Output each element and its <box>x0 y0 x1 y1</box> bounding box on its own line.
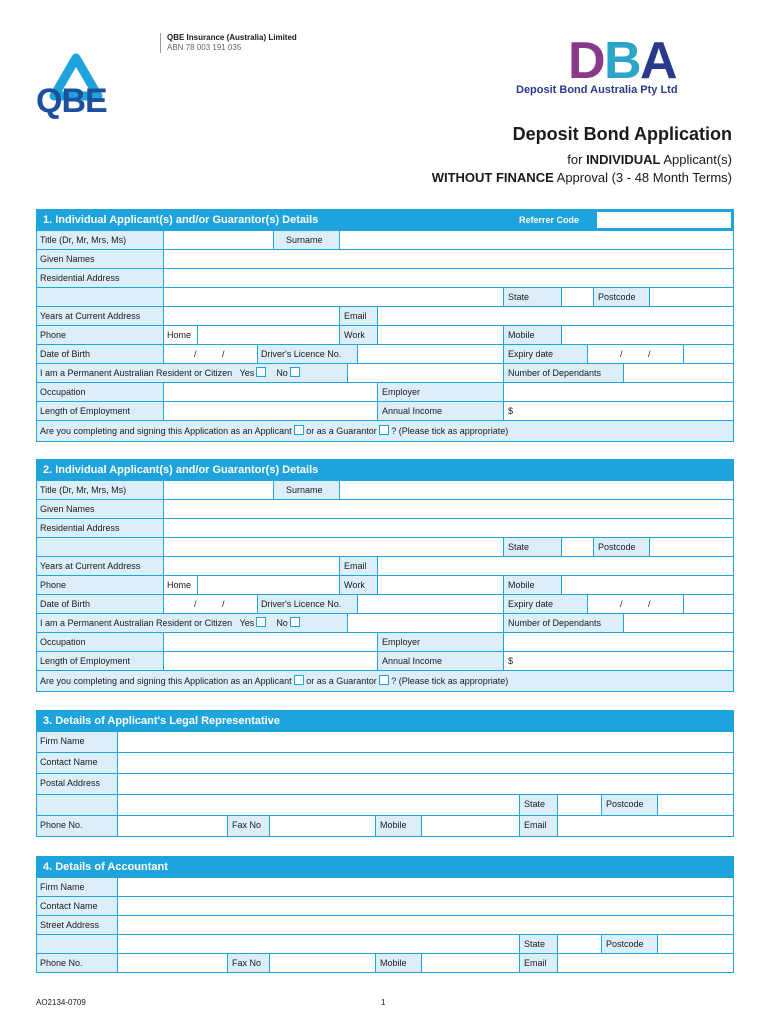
postcode-input[interactable] <box>657 935 733 953</box>
resident-label: I am a Permanent Australian Resident or Citizen <box>40 618 233 628</box>
resident-spacer <box>347 614 503 632</box>
email-label: Email <box>519 954 557 972</box>
years-input[interactable] <box>163 307 339 325</box>
residential-address-label: Residential Address <box>37 269 163 287</box>
expiry-input[interactable] <box>587 595 683 613</box>
employment-label: Length of Employment <box>37 402 163 420</box>
licence-input[interactable] <box>357 595 503 613</box>
work-phone-label: Work <box>339 576 377 594</box>
occupation-row <box>37 632 733 651</box>
fax-label: Fax No <box>227 816 269 836</box>
date-separator: / <box>620 349 623 359</box>
postcode-label: Postcode <box>601 795 657 815</box>
mobile-input[interactable] <box>561 326 733 344</box>
title-row <box>37 230 733 249</box>
contact-name-label: Contact Name <box>37 753 117 773</box>
address-line-input[interactable] <box>163 538 503 556</box>
date-separator: / <box>194 599 197 609</box>
postcode-label: Postcode <box>593 288 649 306</box>
state-label: State <box>519 795 557 815</box>
mobile-label: Mobile <box>375 816 421 836</box>
employment-label: Length of Employment <box>37 652 163 670</box>
title-label: Title (Dr, Mr, Mrs, Ms) <box>37 231 163 249</box>
state-input[interactable] <box>561 288 593 306</box>
firm-name-input[interactable] <box>117 878 733 896</box>
resident-label: I am a Permanent Australian Resident or Citizen <box>40 368 233 378</box>
expiry-label: Expiry date <box>503 345 587 363</box>
given-names-label: Given Names <box>37 250 163 268</box>
state-input[interactable] <box>557 795 601 815</box>
page-number: 1 <box>381 998 386 1007</box>
yes-label: Yes <box>239 368 255 378</box>
contact-name-label: Contact Name <box>37 897 117 915</box>
email-input[interactable] <box>377 307 733 325</box>
state-label: State <box>503 538 561 556</box>
applicant-guarantor-row <box>37 670 733 691</box>
given-names-label: Given Names <box>37 500 163 518</box>
years-input[interactable] <box>163 557 339 575</box>
section-header <box>37 460 733 480</box>
contact-row <box>37 752 733 773</box>
phone-row <box>37 953 733 972</box>
section-header <box>37 210 733 230</box>
question-text: or as a Guarantor <box>306 676 377 686</box>
phone-label: Phone <box>37 326 163 344</box>
street-row <box>37 915 733 934</box>
years-email-row <box>37 556 733 575</box>
surname-label: Surname <box>273 231 339 249</box>
title-input[interactable] <box>163 481 273 499</box>
employment-input[interactable] <box>163 652 377 670</box>
date-separator: / <box>194 349 197 359</box>
title-input[interactable] <box>163 231 273 249</box>
home-phone-label: Home <box>163 576 197 594</box>
given-names-row <box>37 499 733 518</box>
title-row <box>37 480 733 499</box>
address-line-input[interactable] <box>117 935 519 953</box>
page-title: Deposit Bond Application <box>512 124 732 144</box>
income-label: Annual Income <box>377 652 503 670</box>
qbe-company-info <box>160 33 297 53</box>
form-code: AO2134-0709 <box>36 998 86 1007</box>
income-input[interactable]: $ <box>503 402 733 420</box>
fax-label: Fax No <box>227 954 269 972</box>
years-email-row <box>37 306 733 325</box>
dependants-label: Number of Dependants <box>503 614 623 632</box>
subtitle-bold: INDIVIDUAL <box>586 152 661 167</box>
state-label: State <box>519 935 557 953</box>
question-text: Are you completing and signing this Application as an Applicant <box>40 676 292 686</box>
expiry-label: Expiry date <box>503 595 587 613</box>
expiry-extra-input[interactable] <box>683 595 733 613</box>
guarantor-checkbox[interactable] <box>379 675 389 685</box>
address-row <box>37 268 733 287</box>
licence-label: Driver's Licence No. <box>257 345 357 363</box>
contact-row <box>37 896 733 915</box>
surname-input[interactable] <box>339 481 733 499</box>
dob-input[interactable] <box>163 345 257 363</box>
applicant-checkbox[interactable] <box>294 675 304 685</box>
applicant-guarantor-question <box>37 421 733 441</box>
email-input[interactable] <box>377 557 733 575</box>
state-label: State <box>503 288 561 306</box>
applicant-guarantor-question <box>37 671 733 691</box>
question-text: Are you completing and signing this Application as an Applicant <box>40 426 292 436</box>
surname-label: Surname <box>273 481 339 499</box>
home-phone-input[interactable] <box>197 326 339 344</box>
date-separator: / <box>648 599 651 609</box>
firm-name-label: Firm Name <box>37 732 117 752</box>
income-input[interactable]: $ <box>503 652 733 670</box>
postal-row <box>37 773 733 794</box>
subtitle-approval <box>432 170 732 185</box>
applicant-guarantor-row <box>37 420 733 441</box>
section-title: 1. Individual Applicant(s) and/or Guarantor(s) Details <box>43 214 319 226</box>
employment-row <box>37 401 733 420</box>
mobile-label: Mobile <box>503 576 561 594</box>
email-label: Email <box>339 307 377 325</box>
occupation-label: Occupation <box>37 633 163 651</box>
yes-checkbox[interactable] <box>256 617 266 627</box>
employer-input[interactable] <box>503 383 733 401</box>
address-row <box>37 518 733 537</box>
referrer-code-input[interactable] <box>597 212 731 228</box>
state-input[interactable] <box>557 935 601 953</box>
resident-question <box>37 364 347 382</box>
expiry-input[interactable] <box>587 345 683 363</box>
phone-row <box>37 575 733 594</box>
residential-address-input[interactable] <box>163 519 733 537</box>
date-separator: / <box>222 349 225 359</box>
question-text: ? (Please tick as appropriate) <box>391 426 509 436</box>
address-spacer <box>37 288 163 306</box>
years-label: Years at Current Address <box>37 307 163 325</box>
home-phone-input[interactable] <box>197 576 339 594</box>
dob-input[interactable] <box>163 595 257 613</box>
no-label: No <box>276 368 288 378</box>
street-address-input[interactable] <box>117 916 733 934</box>
address-line-input[interactable] <box>163 288 503 306</box>
contact-name-input[interactable] <box>117 753 733 773</box>
resident-row <box>37 613 733 632</box>
firm-row <box>37 877 733 896</box>
postcode-label: Postcode <box>593 538 649 556</box>
given-names-input[interactable] <box>163 250 733 268</box>
surname-input[interactable] <box>339 231 733 249</box>
dependants-input[interactable] <box>623 364 733 382</box>
email-label: Email <box>339 557 377 575</box>
employer-label: Employer <box>377 383 503 401</box>
years-label: Years at Current Address <box>37 557 163 575</box>
employer-label: Employer <box>377 633 503 651</box>
date-separator: / <box>648 349 651 359</box>
state-row <box>37 794 733 815</box>
postcode-input[interactable] <box>657 795 733 815</box>
address-spacer <box>37 795 117 815</box>
state-row <box>37 934 733 953</box>
postcode-input[interactable] <box>649 288 733 306</box>
work-phone-input[interactable] <box>377 576 503 594</box>
phone-row <box>37 815 733 836</box>
dependants-input[interactable] <box>623 614 733 632</box>
residential-address-input[interactable] <box>163 269 733 287</box>
address-line-input[interactable] <box>117 795 519 815</box>
firm-row <box>37 731 733 752</box>
section-title: 4. Details of Accountant <box>43 861 168 873</box>
dba-logo-icon <box>568 30 688 84</box>
phone-row <box>37 325 733 344</box>
section-3-legal-representative <box>36 710 734 837</box>
licence-input[interactable] <box>357 345 503 363</box>
state-input[interactable] <box>561 538 593 556</box>
postal-address-label: Postal Address <box>37 774 117 794</box>
resident-spacer <box>347 364 503 382</box>
section-title: 3. Details of Applicant's Legal Representative <box>43 715 280 727</box>
work-phone-input[interactable] <box>377 326 503 344</box>
dob-row <box>37 594 733 613</box>
subtitle-text: Approval (3 - 48 Month Terms) <box>553 170 732 185</box>
section-header <box>37 711 733 731</box>
subtitle-text: Applicant(s) <box>660 152 732 167</box>
dob-label: Date of Birth <box>37 595 163 613</box>
occupation-row <box>37 382 733 401</box>
resident-row <box>37 363 733 382</box>
section-title: 2. Individual Applicant(s) and/or Guarantor(s) Details <box>43 464 319 476</box>
phone-input[interactable] <box>117 816 227 836</box>
mobile-label: Mobile <box>503 326 561 344</box>
svg-text:D: D <box>568 32 604 84</box>
state-row <box>37 537 733 556</box>
given-names-input[interactable] <box>163 500 733 518</box>
occupation-input[interactable] <box>163 633 377 651</box>
address-spacer <box>37 538 163 556</box>
no-label: No <box>276 618 288 628</box>
occupation-input[interactable] <box>163 383 377 401</box>
licence-label: Driver's Licence No. <box>257 595 357 613</box>
work-phone-label: Work <box>339 326 377 344</box>
contact-name-input[interactable] <box>117 897 733 915</box>
yes-checkbox[interactable] <box>256 367 266 377</box>
referrer-code-label: Referrer Code <box>519 215 580 225</box>
income-label: Annual Income <box>377 402 503 420</box>
question-text: or as a Guarantor <box>306 426 377 436</box>
mobile-input[interactable] <box>421 954 519 972</box>
no-checkbox[interactable] <box>290 617 300 627</box>
home-phone-label: Home <box>163 326 197 344</box>
phone-label: Phone No. <box>37 816 117 836</box>
state-row <box>37 287 733 306</box>
email-input[interactable] <box>557 816 733 836</box>
qbe-company-name: QBE Insurance (Australia) Limited <box>167 33 297 42</box>
mobile-input[interactable] <box>421 816 519 836</box>
email-label: Email <box>519 816 557 836</box>
employer-input[interactable] <box>503 633 733 651</box>
dob-row <box>37 344 733 363</box>
date-separator: / <box>620 599 623 609</box>
employment-input[interactable] <box>163 402 377 420</box>
street-address-label: Street Address <box>37 916 117 934</box>
employment-row <box>37 651 733 670</box>
section-header <box>37 857 733 877</box>
fax-input[interactable] <box>269 816 375 836</box>
firm-name-input[interactable] <box>117 732 733 752</box>
svg-text:A: A <box>640 32 676 84</box>
section-2-applicant <box>36 459 734 692</box>
subtitle-text: for <box>567 152 587 167</box>
dba-company-name: Deposit Bond Australia Pty Ltd <box>516 84 678 96</box>
title-label: Title (Dr, Mr, Mrs, Ms) <box>37 481 163 499</box>
fax-input[interactable] <box>269 954 375 972</box>
postcode-input[interactable] <box>649 538 733 556</box>
dependants-label: Number of Dependants <box>503 364 623 382</box>
phone-label: Phone <box>37 576 163 594</box>
no-checkbox[interactable] <box>290 367 300 377</box>
postal-address-input[interactable] <box>117 774 733 794</box>
applicant-checkbox[interactable] <box>294 425 304 435</box>
occupation-label: Occupation <box>37 383 163 401</box>
subtitle-bold: WITHOUT FINANCE <box>431 170 554 185</box>
mobile-input[interactable] <box>561 576 733 594</box>
guarantor-checkbox[interactable] <box>379 425 389 435</box>
subtitle-applicant-type <box>567 152 732 167</box>
mobile-label: Mobile <box>375 954 421 972</box>
address-spacer <box>37 935 117 953</box>
postcode-label: Postcode <box>601 935 657 953</box>
expiry-extra-input[interactable] <box>683 345 733 363</box>
svg-text:B: B <box>604 32 640 84</box>
phone-input[interactable] <box>117 954 227 972</box>
date-separator: / <box>222 599 225 609</box>
question-text: ? (Please tick as appropriate) <box>391 676 509 686</box>
phone-label: Phone No. <box>37 954 117 972</box>
email-input[interactable] <box>557 954 733 972</box>
resident-question <box>37 614 347 632</box>
qbe-wordmark: QBE <box>36 82 107 120</box>
residential-address-label: Residential Address <box>37 519 163 537</box>
firm-name-label: Firm Name <box>37 878 117 896</box>
dob-label: Date of Birth <box>37 345 163 363</box>
given-names-row <box>37 249 733 268</box>
qbe-abn: ABN 78 003 191 035 <box>167 43 242 52</box>
yes-label: Yes <box>239 618 255 628</box>
section-1-applicant <box>36 209 734 442</box>
section-4-accountant <box>36 856 734 973</box>
